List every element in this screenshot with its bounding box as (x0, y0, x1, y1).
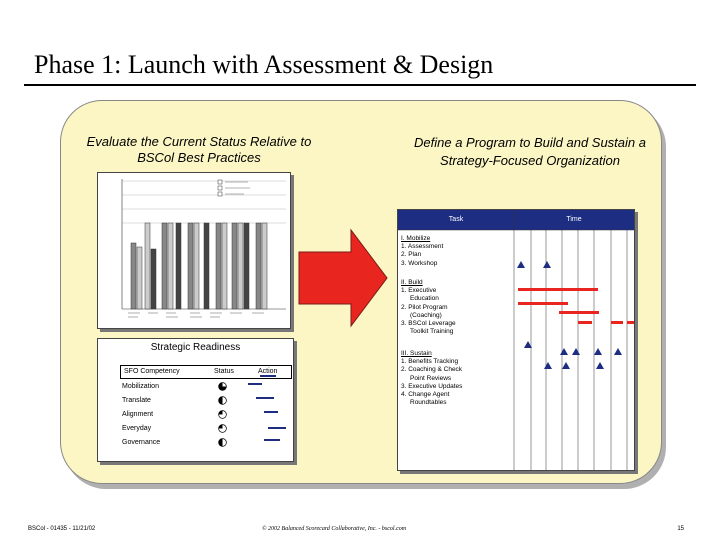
action-dash (264, 411, 278, 413)
phase-item: 2. Plan (401, 251, 422, 259)
competency-mobilization: Mobilization (122, 383, 159, 390)
strategic-readiness-panel (97, 338, 294, 462)
quarter-filled-circle-icon (218, 410, 227, 419)
competency-translate: Translate (122, 397, 151, 404)
phase-item: 3. Workshop (401, 259, 438, 267)
best-practices-chart (97, 172, 291, 329)
readiness-title: Strategic Readiness (150, 342, 241, 353)
title-divider (24, 84, 696, 86)
three-quarter-filled-circle-icon (218, 382, 227, 391)
action-dash (260, 375, 276, 377)
phase-heading: III. Sustain (401, 350, 432, 357)
phase-item: 3. BSCol Leverage (401, 320, 456, 328)
phase-item: Point Reviews (410, 374, 452, 382)
phase-heading: II. Build (401, 279, 423, 286)
phase-build (401, 279, 456, 336)
phase-sustain (401, 350, 462, 407)
phase-item: 1. Benefits Tracking (401, 358, 459, 366)
action-dash (248, 383, 262, 385)
program-heading: Define a Program to Build and Sustain a Strategy-Focused Organization (414, 135, 646, 168)
phase-item: Roundtables (410, 399, 447, 407)
header-action: Action (258, 368, 278, 375)
phase-item: Education (410, 295, 439, 303)
action-dash (268, 427, 286, 429)
action-dash (264, 439, 280, 441)
phase-heading: I. Mobilize (401, 235, 431, 242)
phase-item: 2. Coaching & Check (401, 366, 463, 374)
action-dash (256, 397, 274, 399)
program-plan-table (397, 209, 635, 471)
phase-item: 1. Executive (401, 287, 437, 295)
competency-everyday: Everyday (122, 425, 152, 432)
phase-item: 3. Executive Updates (401, 382, 463, 390)
quarter-filled-circle-icon (218, 424, 227, 433)
phase-item: 4. Change Agent (401, 391, 450, 399)
half-filled-circle-icon (218, 438, 227, 447)
header-status: Status (214, 368, 234, 375)
phase-mobilize (401, 235, 443, 268)
phase-item: 1. Assessment (401, 243, 444, 251)
assessment-heading: Evaluate the Current Status Relative to BSCol Best Practices (86, 134, 312, 165)
footer-copyright: © 2002 Balanced Scorecard Collaborative, Inc. - bscol.com (262, 526, 407, 532)
competency-governance: Governance (122, 439, 161, 446)
header-sfo-competency: SFO Competency (124, 368, 180, 375)
phase-item: Toolkit Training (410, 328, 454, 336)
footer-document-id: BSCol - 01435 - 11/21/02 (28, 526, 96, 532)
footer-page-number: 15 (677, 526, 684, 532)
time-header: Time (566, 216, 582, 223)
phase-item: 2. Pilot Program (401, 303, 448, 311)
bar-chart-graphic (98, 173, 290, 328)
half-filled-circle-icon (218, 396, 227, 405)
right-arrow-icon (297, 228, 389, 328)
task-header: Task (448, 216, 464, 223)
competency-alignment: Alignment (122, 411, 154, 418)
phase-item: (Coaching) (410, 311, 442, 319)
page-title: Phase 1: Launch with Assessment & Design (34, 50, 494, 79)
